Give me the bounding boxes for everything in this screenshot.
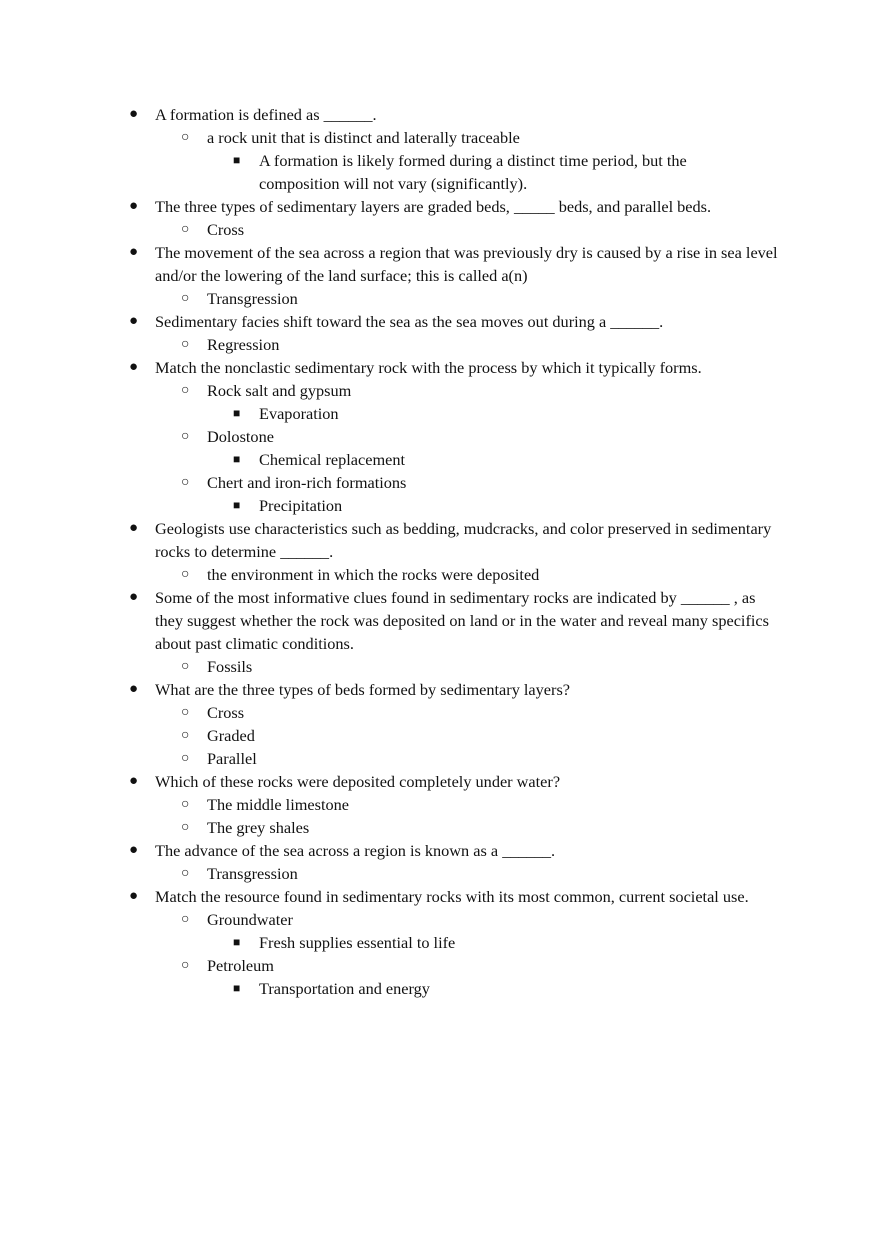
outline-item-text: Petroleum — [207, 956, 274, 975]
outline-item-level-2 — [0, 287, 880, 310]
outline-item-text: Transportation and energy — [259, 979, 430, 998]
outline-item-text: Evaporation — [259, 404, 339, 423]
bullet-marker-icon: ● — [129, 888, 139, 904]
outline-item-text: a rock unit that is distinct and laterally traceable — [207, 128, 520, 147]
outline-item-text: Parallel — [207, 749, 257, 768]
outline-item-text: The middle limestone — [207, 795, 349, 814]
bullet-marker-icon: ○ — [181, 222, 190, 237]
bullet-marker-icon: ■ — [233, 452, 241, 466]
bullet-marker-icon: ● — [129, 106, 139, 122]
bullet-marker-icon: ○ — [181, 337, 190, 352]
outline-item-text: Precipitation — [259, 496, 343, 515]
outline-item-level-3 — [0, 149, 880, 195]
bullet-marker-icon: ○ — [181, 130, 190, 145]
outline-item-level-2 — [0, 563, 880, 586]
outline-item-text: the environment in which the rocks were deposited — [207, 565, 540, 584]
bullet-marker-icon: ■ — [233, 406, 241, 420]
outline-item-text: Transgression — [207, 289, 298, 308]
outline-item-text: The advance of the sea across a region is known as a ______. — [155, 841, 556, 860]
bullet-marker-icon: ● — [129, 244, 139, 260]
outline-item-text: Groundwater — [207, 910, 293, 929]
outline-item-text: Cross — [207, 703, 245, 722]
outline-item-level-1 — [0, 678, 880, 701]
outline-item-text: Dolostone — [207, 427, 274, 446]
outline-item-level-1 — [0, 195, 880, 218]
outline-item-text: Fresh supplies essential to life — [259, 933, 456, 952]
bullet-marker-icon: ○ — [181, 705, 190, 720]
outline-item-level-1 — [0, 356, 880, 379]
outline-item-level-2 — [0, 425, 880, 448]
outline-item-level-2 — [0, 724, 880, 747]
bullet-marker-icon: ○ — [181, 912, 190, 927]
outline-item-level-2 — [0, 816, 880, 839]
bullet-marker-icon: ■ — [233, 498, 241, 512]
outline-item-level-2 — [0, 862, 880, 885]
outline-item-text: Rock salt and gypsum — [207, 381, 352, 400]
outline-item-text: The movement of the sea across a region that was previously dry is caused by a rise in sea level and/or the lowering of the land surface; this is called a(n) — [155, 243, 778, 285]
outline-item-level-3 — [0, 494, 880, 517]
outline-item-text: The grey shales — [207, 818, 310, 837]
outline-item-level-1 — [0, 310, 880, 333]
outline-item-level-2 — [0, 655, 880, 678]
outline-item-level-2 — [0, 793, 880, 816]
outline-item-text: What are the three types of beds formed by sedimentary layers? — [155, 680, 571, 699]
outline-item-level-1 — [0, 885, 880, 908]
bullet-marker-icon: ○ — [181, 958, 190, 973]
bullet-marker-icon: ○ — [181, 728, 190, 743]
outline-item-level-1 — [0, 586, 880, 655]
outline-item-text: Regression — [207, 335, 280, 354]
bullet-outline — [0, 103, 880, 1000]
outline-item-level-2 — [0, 126, 880, 149]
outline-item-text: Chert and iron-rich formations — [207, 473, 407, 492]
bullet-marker-icon: ● — [129, 520, 139, 536]
outline-item-level-3 — [0, 402, 880, 425]
outline-item-level-2 — [0, 747, 880, 770]
outline-item-level-2 — [0, 954, 880, 977]
outline-item-text: Sedimentary facies shift toward the sea as the sea moves out during a ______. — [155, 312, 664, 331]
bullet-marker-icon: ○ — [181, 383, 190, 398]
bullet-marker-icon: ○ — [181, 475, 190, 490]
outline-item-text: Some of the most informative clues found in sedimentary rocks are indicated by ______ , as they suggest whether the rock was deposited on land or in the water and reveal many specifics about past climatic conditions. — [155, 588, 769, 653]
bullet-marker-icon: ● — [129, 773, 139, 789]
bullet-marker-icon: ○ — [181, 291, 190, 306]
outline-item-level-1 — [0, 839, 880, 862]
outline-item-level-3 — [0, 448, 880, 471]
outline-item-text: Match the nonclastic sedimentary rock with the process by which it typically forms. — [155, 358, 702, 377]
outline-item-text: The three types of sedimentary layers are graded beds, _____ beds, and parallel beds. — [155, 197, 712, 216]
outline-item-text: Chemical replacement — [259, 450, 406, 469]
bullet-marker-icon: ● — [129, 313, 139, 329]
outline-item-text: A formation is likely formed during a distinct time period, but the composition will not vary (significantly). — [259, 151, 687, 193]
outline-item-text: Cross — [207, 220, 245, 239]
bullet-marker-icon: ● — [129, 359, 139, 375]
outline-item-text: Match the resource found in sedimentary rocks with its most common, current societal use. — [155, 887, 749, 906]
outline-item-text: Transgression — [207, 864, 298, 883]
outline-item-level-1 — [0, 103, 880, 126]
outline-item-level-2 — [0, 471, 880, 494]
outline-item-text: A formation is defined as ______. — [155, 105, 377, 124]
bullet-marker-icon: ● — [129, 681, 139, 697]
outline-item-text: Fossils — [207, 657, 253, 676]
outline-item-level-2 — [0, 379, 880, 402]
outline-item-level-3 — [0, 977, 880, 1000]
bullet-marker-icon: ● — [129, 198, 139, 214]
outline-item-level-2 — [0, 701, 880, 724]
bullet-marker-icon: ○ — [181, 866, 190, 881]
bullet-marker-icon: ■ — [233, 153, 241, 167]
bullet-marker-icon: ● — [129, 589, 139, 605]
outline-item-level-1 — [0, 241, 880, 287]
outline-item-text: Graded — [207, 726, 255, 745]
bullet-marker-icon: ● — [129, 842, 139, 858]
bullet-marker-icon: ○ — [181, 429, 190, 444]
bullet-marker-icon: ○ — [181, 820, 190, 835]
bullet-marker-icon: ○ — [181, 797, 190, 812]
bullet-marker-icon: ■ — [233, 935, 241, 949]
outline-item-level-2 — [0, 218, 880, 241]
outline-item-level-2 — [0, 333, 880, 356]
bullet-marker-icon: ■ — [233, 981, 241, 995]
bullet-marker-icon: ○ — [181, 567, 190, 582]
outline-item-level-1 — [0, 517, 880, 563]
outline-item-text: Which of these rocks were deposited completely under water? — [155, 772, 561, 791]
outline-item-level-3 — [0, 931, 880, 954]
document-page — [0, 103, 880, 1000]
outline-item-level-2 — [0, 908, 880, 931]
bullet-marker-icon: ○ — [181, 751, 190, 766]
outline-item-text: Geologists use characteristics such as bedding, mudcracks, and color preserved in sedimentary rocks to determine ______. — [155, 519, 772, 561]
bullet-marker-icon: ○ — [181, 659, 190, 674]
outline-item-level-1 — [0, 770, 880, 793]
